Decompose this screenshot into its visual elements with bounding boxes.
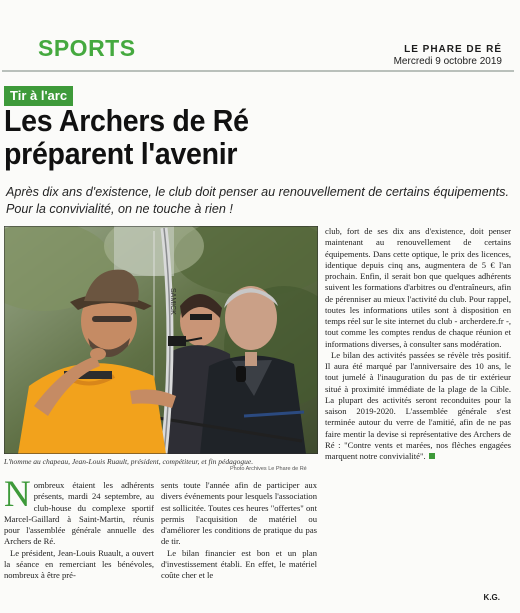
newspaper-name: LE PHARE DE RÉ <box>404 44 502 55</box>
paragraph-activities <box>325 350 511 463</box>
headline <box>4 104 473 170</box>
section-title: SPORTS <box>38 35 136 61</box>
kicker-label: Tir à l'arc <box>4 86 73 106</box>
dropcap-letter: N <box>4 474 31 515</box>
article-column-3 <box>325 226 511 462</box>
paragraph-intro-text: ombreux étaient les adhérents présents, mardi 24 septembre, au club-house du complexe sportif Marcel-Gaillard à Saint-Martin, réunis pour l'assemblée générale annuelle des Archers de Ré. <box>4 480 154 547</box>
publication-date: Mercredi 9 octobre 2019 <box>393 56 502 67</box>
paragraph-equipment: club, fort de ses dix ans d'existence, doit penser maintenant au renouvellement de certains équipements. Dans cette optique, le prix des licences, identique depuis cinq ans, augmentera de 5 € l'an prochain. Enfin, il serait bon que quelques adhérents suivent les formations d'arbitres ou d'entraîneurs, afin de pérenniser au mieux l'activité du club. Pour rappel, toutes les informations utiles sont à disposition en temps réel sur le site internet du club - archerdere.fr -, tout comme les comptes rendus de chaque réunion et informations diverses, à consulter sans modération. <box>325 226 511 349</box>
paragraph-activities-text: Le bilan des activités passées se révèle très positif. Il aura été marqué par l'anniversaire des 10 ans, le tout jumelé à l'inauguration du pas de tir extérieur situé à proximité immédiate de la plage de la Cible. La plupart des activités seront reconduites pour la saison 2019-2020. L'assemblée générale s'est terminée autour du verre de l'amitié, afin de ne pas faire mentir la devise si représentative des Archers de Ré : "Contre vents et marées, nos flèches engagées marquent notre convivialité". <box>325 349 511 461</box>
photo-caption: L'homme au chapeau, Jean-Louis Ruault, président, compétiteur, et fin pédagogue. <box>4 457 254 466</box>
photo-credit: Photo Archives Le Phare de Ré <box>230 466 307 472</box>
end-mark-icon <box>429 453 435 459</box>
author-signature: K.G. <box>483 593 500 602</box>
header-divider <box>2 70 514 72</box>
paragraph-president: Le président, Jean-Louis Ruault, a ouvert la séance en remerciant les bénévoles, nombreux à être pré- <box>4 547 154 580</box>
article-column-2 <box>161 480 317 581</box>
bow-brand-text: SAMICK <box>169 288 176 315</box>
paragraph-volunteers: sents toute l'année afin de participer aux divers événements pour lesquels l'association est sollicitée. Toutes ces heures "offertes" ont permis l'acquisition de matériel ou d'améliorer les conditions de pratique du pas de tir. <box>161 480 317 547</box>
lede: Après dix ans d'existence, le club doit penser au renouvellement de certains équipements. Pour la convivialité, on ne touche à rien ! <box>6 185 509 216</box>
headline-line-1: Les Archers de Ré <box>4 103 249 138</box>
headline-line-2: préparent l'avenir <box>4 136 238 171</box>
article-photo <box>4 226 318 454</box>
archers-photo-illustration <box>4 226 318 454</box>
article-column-1 <box>4 474 154 581</box>
paragraph-intro <box>4 474 154 548</box>
paragraph-finances: Le bilan financier est bon et un plan d'investissement établi. En effet, le matériel coûte cher et le <box>161 547 317 580</box>
